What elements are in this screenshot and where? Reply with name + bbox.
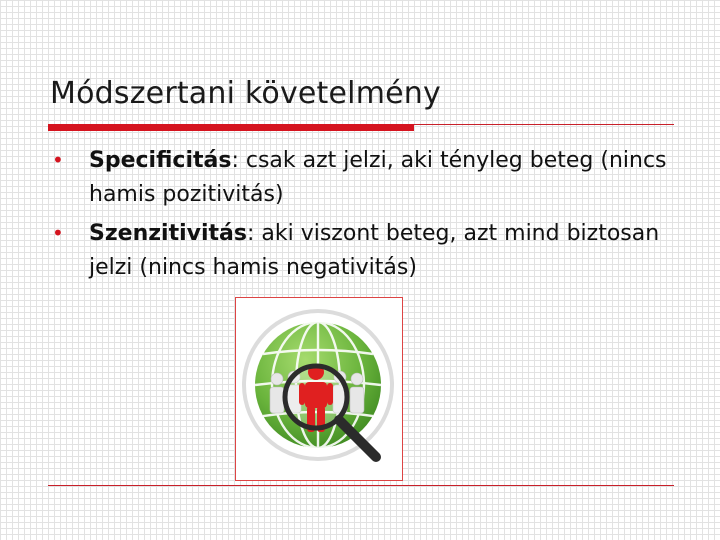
title-underline-accent bbox=[48, 124, 414, 131]
slide-title: Módszertani követelmény bbox=[50, 76, 441, 111]
bullet-item-specificity bbox=[52, 144, 692, 212]
bullet-item-sensitivity bbox=[52, 217, 692, 285]
globe-people-magnifier-icon bbox=[236, 298, 402, 480]
bottom-rule bbox=[48, 485, 674, 486]
bullet-term: Szenzitivitás bbox=[89, 221, 247, 246]
bullet-text: : csak azt jelzi, aki tényleg beteg (nincs hamis pozitivitás) bbox=[89, 148, 667, 207]
bullet-dot: • bbox=[52, 148, 64, 172]
illustration-frame bbox=[235, 297, 403, 481]
bullet-dot: • bbox=[52, 221, 64, 245]
bullet-text: : aki viszont beteg, azt mind biztosan jelzi (nincs hamis negativitás) bbox=[89, 221, 660, 280]
bullet-list bbox=[52, 144, 692, 290]
bullet-term: Specificitás bbox=[89, 148, 232, 173]
